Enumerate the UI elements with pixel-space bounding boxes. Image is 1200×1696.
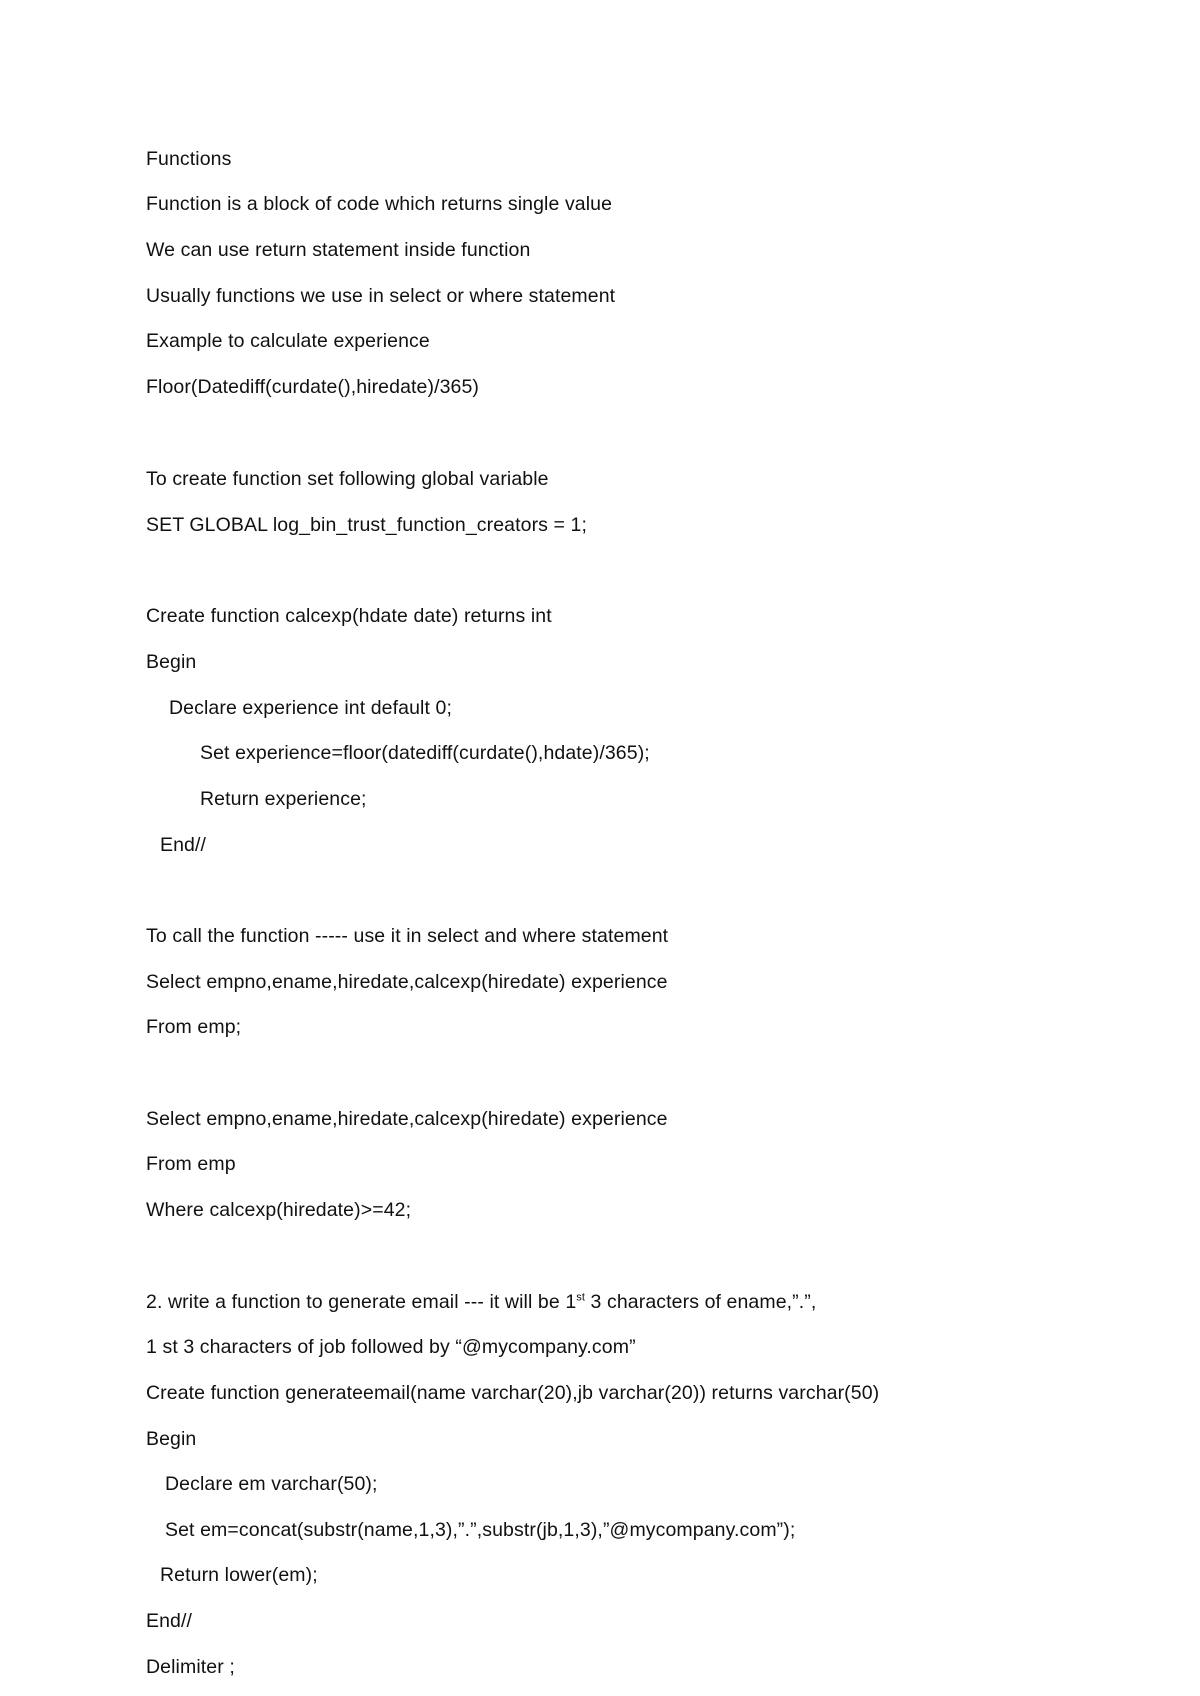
code-line: Create function calcexp(hdate date) returns int [146, 605, 552, 627]
code-line: From emp; [146, 1016, 242, 1038]
code-line: Select empno,ename,hiredate,calcexp(hiredate) experience [146, 971, 668, 993]
code-line: Begin [146, 1428, 197, 1450]
code-line: End// [146, 1610, 193, 1632]
text-line: To call the function ----- use it in select and where statement [146, 925, 669, 947]
text-line: Function is a block of code which returns single value [146, 193, 613, 215]
code-line: SET GLOBAL log_bin_trust_function_creators = 1; [146, 514, 587, 536]
code-line: Declare experience int default 0; [169, 697, 452, 719]
text-line: 1 st 3 characters of job followed by “@mycompany.com” [146, 1336, 636, 1358]
text-line: We can use return statement inside function [146, 239, 531, 261]
text-line: Usually functions we use in select or where statement [146, 285, 616, 307]
code-line: Select empno,ename,hiredate,calcexp(hiredate) experience [146, 1108, 668, 1130]
superscript: st [576, 1291, 586, 1304]
code-line: Set experience=floor(datediff(curdate(),hdate)/365); [200, 742, 650, 764]
code-line: Floor(Datediff(curdate(),hiredate)/365) [146, 376, 480, 398]
code-line: Delimiter ; [146, 1656, 235, 1678]
code-line: Create function generateemail(name varchar(20),jb varchar(20)) returns varchar(50) [146, 1382, 880, 1404]
code-line: From emp [146, 1153, 236, 1175]
heading-functions: Functions [146, 148, 232, 170]
code-line: Where calcexp(hiredate)>=42; [146, 1199, 412, 1221]
text-line: Example to calculate experience [146, 330, 430, 352]
code-line: Declare em varchar(50); [165, 1473, 378, 1495]
code-line: End// [160, 834, 207, 856]
text-line [146, 1289, 816, 1315]
text-segment: 2. write a function to generate email --- it will be 1 [146, 1291, 577, 1313]
text-line: To create function set following global variable [146, 468, 549, 490]
code-line: Return experience; [200, 788, 367, 810]
code-line: Begin [146, 651, 197, 673]
code-line: Set em=concat(substr(name,1,3),”.”,substr(jb,1,3),”@mycompany.com”); [165, 1519, 796, 1541]
code-line: Return lower(em); [160, 1564, 318, 1586]
text-segment: 3 characters of ename,”.”, [585, 1291, 817, 1313]
